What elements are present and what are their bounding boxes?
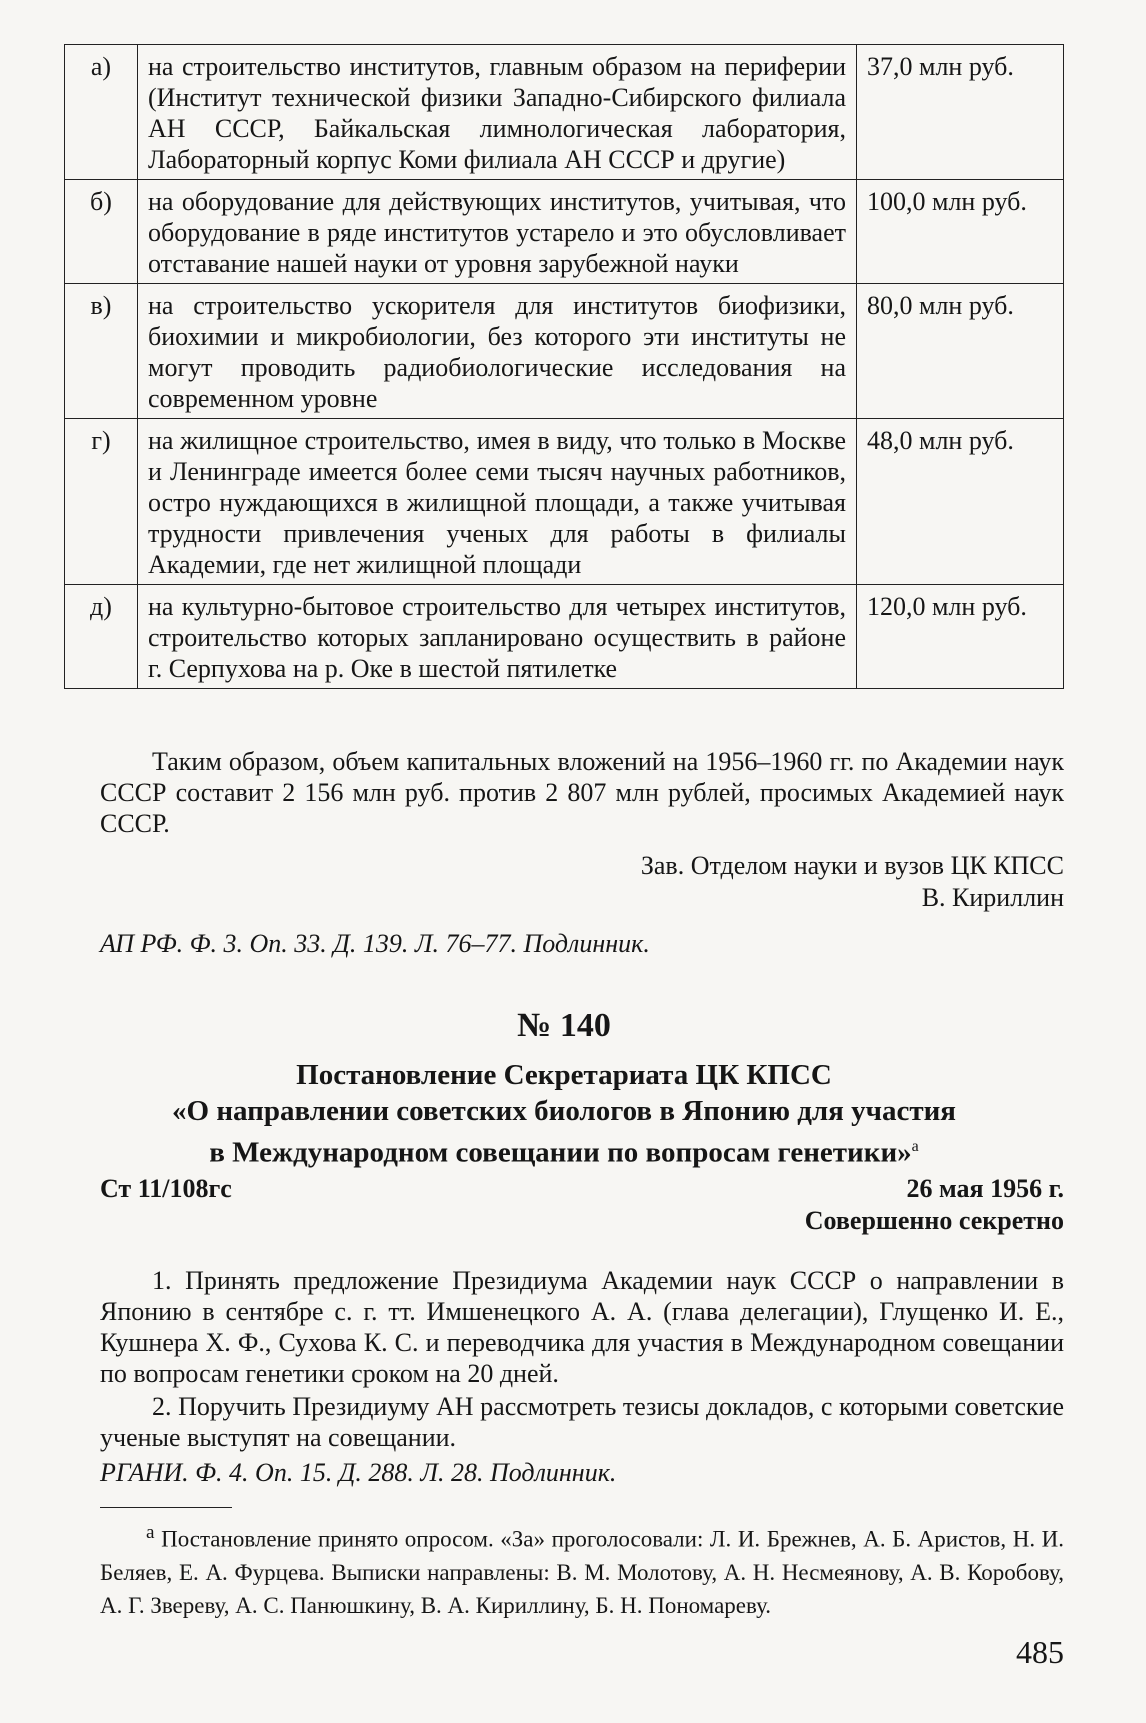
title-line: «О направлении советских биологов в Японию для участия	[172, 1095, 956, 1127]
document-code: Ст 11/108гс	[100, 1174, 232, 1203]
allocation-table	[64, 44, 1064, 689]
row-label: в)	[65, 284, 138, 419]
document-number: № 140	[517, 1007, 611, 1044]
row-amount: 80,0 млн руб.	[857, 284, 1064, 419]
title-line: Постановление Секретариата ЦК КПСС	[296, 1059, 832, 1091]
footnote-divider	[100, 1507, 232, 1508]
row-amount: 37,0 млн руб.	[857, 45, 1064, 180]
classification-stamp: Совершенно секретно	[804, 1206, 1064, 1235]
table-row	[65, 585, 1064, 689]
row-label: а)	[65, 45, 138, 180]
footnote-mark: а	[911, 1138, 919, 1155]
title-line: в Международном совещании по вопросам генетики»$^а$	[209, 1136, 919, 1169]
table-row	[65, 45, 1064, 180]
row-label: д)	[65, 585, 138, 689]
row-amount: 100,0 млн руб.	[857, 180, 1064, 284]
row-description: на строительство институтов, главным образом на периферии (Институт технической физики Западно-Сибирского филиала АН СССР, Байкальская лимнологическая лаборатория, Лабораторный корпус Коми филиала АН СССР и другие)	[138, 45, 857, 180]
row-amount: 48,0 млн руб.	[857, 419, 1064, 585]
signature-position: Зав. Отделом науки и вузов ЦК КПСС	[640, 851, 1064, 880]
row-description: на строительство ускорителя для институтов биофизики, биохимии и микробиологии, без которого эти институты не могут проводить радиобиологические исследования на современном уровне	[138, 284, 857, 419]
row-description: на культурно-бытовое строительство для четырех институтов, строительство которых запланировано осуществить в районе г. Серпухова на р. Оке в шестой пятилетке	[138, 585, 857, 689]
archive-source: РГАНИ. Ф. 4. Оп. 15. Д. 288. Л. 28. Подлинник.	[100, 1458, 617, 1487]
row-description: на оборудование для действующих институтов, учитывая, что оборудование в ряде институтов устарело и это обусловливает отставание нашей науки от уровня зарубежной науки	[138, 180, 857, 284]
footnote-mark: а	[146, 1522, 155, 1543]
table-row	[65, 419, 1064, 585]
row-label: г)	[65, 419, 138, 585]
row-label: б)	[65, 180, 138, 284]
row-description: на жилищное строительство, имея в виду, что только в Москве и Ленинграде имеется более семи тысяч научных работников, остро нуждающихся в жилищной площади, а также учитывая трудности привлечения ученых для работы в филиалы Академии, где нет жилищной площади	[138, 419, 857, 585]
document-title	[64, 1057, 1064, 1171]
summary-paragraph: Таким образом, объем капитальных вложений на 1956–1960 гг. по Академии наук СССР составит 2 156 млн руб. против 2 807 млн рублей, просимых Академией наук СССР.	[100, 747, 1064, 838]
resolution-item: 2. Поручить Президиуму АН рассмотреть тезисы докладов, с которыми советские ученые выступят на совещании.	[100, 1392, 1064, 1452]
row-amount: 120,0 млн руб.	[857, 585, 1064, 689]
page-number: 485	[1016, 1634, 1064, 1670]
table-row	[65, 180, 1064, 284]
resolution-item: 1. Принять предложение Президиума Академии наук СССР о направлении в Японию в сентябре с. г. тт. Имшенецкого А. А. (глава делегации), Глущенко И. Е., Кушнера Х. Ф., Сухова К. С. и переводчика для участия в Международном совещании по вопросам генетики сроком на 20 дней.	[100, 1266, 1064, 1388]
archive-source: АП РФ. Ф. 3. Оп. 33. Д. 139. Л. 76–77. Подлинник.	[100, 929, 650, 958]
footnote: $^а$ Постановление принято опросом. «За» проголосовали: Л. И. Брежнев, А. Б. Аристов, Н. И. Беляев, Е. А. Фурцева. Выписки направлены: В. М. Молотову, А. Н. Несмеянову, А. В. Коробову, А. Г. Звереву, А. С. Панюшкину, В. А. Кириллину, Б. Н. Пономареву.	[100, 1522, 1064, 1618]
signature-name: В. Кириллин	[921, 883, 1064, 912]
document-date: 26 мая 1956 г.	[906, 1174, 1064, 1203]
table-row	[65, 284, 1064, 419]
